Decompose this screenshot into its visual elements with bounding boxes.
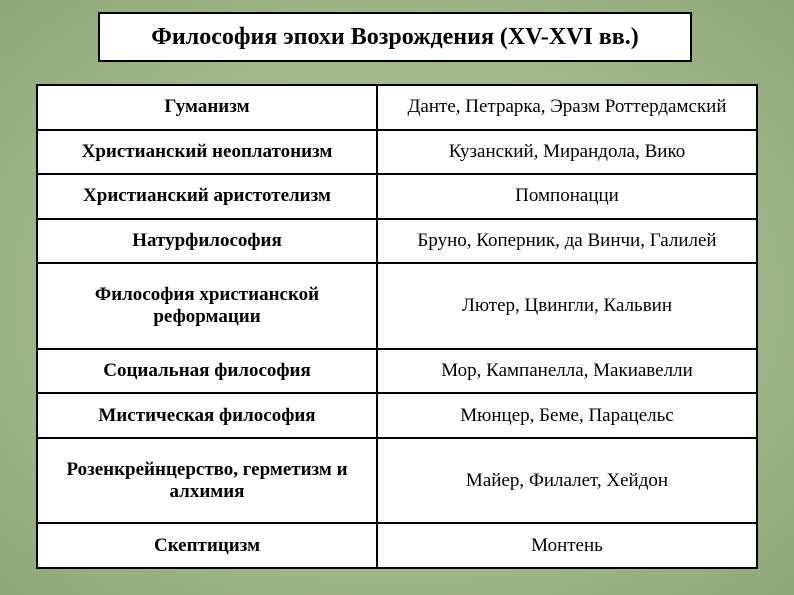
- direction-cell: Гуманизм: [37, 85, 377, 130]
- direction-cell: Розенкрейнцерство, герметизм и алхимия: [37, 438, 377, 523]
- names-cell: Майер, Филалет, Хейдон: [377, 438, 757, 523]
- names-cell: Мюнцер, Беме, Парацельс: [377, 393, 757, 438]
- names-cell: Данте, Петрарка, Эразм Роттердамский: [377, 85, 757, 130]
- slide-title: Философия эпохи Возрождения (XV-XVI вв.): [151, 23, 639, 50]
- names-cell: Помпонацци: [377, 174, 757, 219]
- direction-cell: Натурфилософия: [37, 219, 377, 264]
- direction-cell: Христианский неоплатонизм: [37, 130, 377, 175]
- table-row: [37, 130, 757, 175]
- table-row: [37, 219, 757, 264]
- table-row: [37, 438, 757, 523]
- table-row: [37, 349, 757, 394]
- direction-cell: Скептицизм: [37, 523, 377, 568]
- direction-cell: Христианский аристотелизм: [37, 174, 377, 219]
- table-row: [37, 174, 757, 219]
- table-row: [37, 393, 757, 438]
- table-row: [37, 263, 757, 348]
- names-cell: Мор, Кампанелла, Макиавелли: [377, 349, 757, 394]
- table-row: [37, 523, 757, 568]
- names-cell: Монтень: [377, 523, 757, 568]
- direction-cell: Социальная философия: [37, 349, 377, 394]
- names-cell: Кузанский, Мирандола, Вико: [377, 130, 757, 175]
- direction-cell: Философия христианской реформации: [37, 263, 377, 348]
- direction-cell: Мистическая философия: [37, 393, 377, 438]
- names-cell: Лютер, Цвингли, Кальвин: [377, 263, 757, 348]
- title-box: [98, 12, 692, 62]
- table-row: [37, 85, 757, 130]
- philosophy-table: [36, 84, 758, 569]
- names-cell: Бруно, Коперник, да Винчи, Галилей: [377, 219, 757, 264]
